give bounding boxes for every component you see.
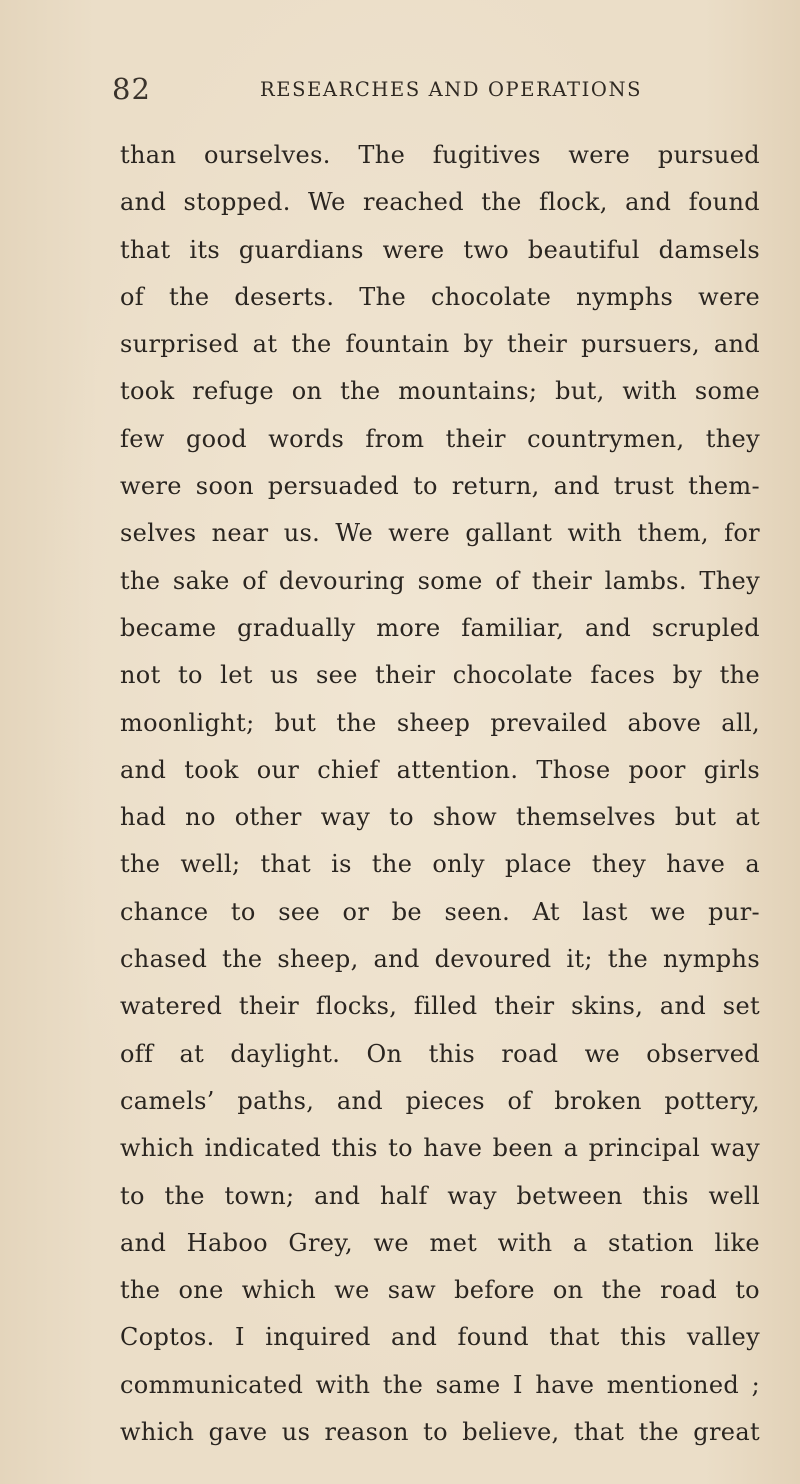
- text-line: which indicated this to have been a principal way: [120, 1134, 760, 1163]
- text-line: the sake of devouring some of their lambs. They: [120, 566, 760, 595]
- text-line: surprised at the fountain by their pursuers, and: [120, 330, 760, 359]
- text-line: few good words from their countrymen, they: [120, 424, 760, 453]
- text-line: selves near us. We were gallant with them, for: [120, 519, 760, 548]
- text-line: not to let us see their chocolate faces by the: [120, 661, 760, 690]
- text-line: became gradually more familiar, and scrupled: [120, 613, 760, 642]
- text-line: than ourselves. The fugitives were pursued: [120, 141, 760, 169]
- text-line: and Haboo Grey, we met with a station like: [120, 1228, 760, 1257]
- text-line: the one which we saw before on the road to: [120, 1276, 760, 1305]
- body-text: [120, 132, 760, 1456]
- text-line: the well; that is the only place they have a: [120, 850, 760, 879]
- text-line: chased the sheep, and devoured it; the nymphs: [120, 945, 760, 974]
- text-line: moonlight; but the sheep prevailed above all,: [120, 708, 760, 737]
- running-head: [112, 72, 643, 112]
- text-line: had no other way to show themselves but at: [120, 803, 760, 832]
- text-line: that its guardians were two beautiful damsels: [120, 235, 760, 264]
- text-line: which gave us reason to believe, that the great: [120, 1418, 760, 1447]
- text-line: communicated with the same I have mentioned ;: [120, 1370, 760, 1399]
- text-line: off at daylight. On this road we observed: [120, 1039, 760, 1068]
- text-line: were soon persuaded to return, and trust them-: [120, 472, 760, 501]
- page-number: 82: [112, 72, 151, 106]
- text-line: chance to see or be seen. At last we pur-: [120, 897, 760, 926]
- text-line: took refuge on the mountains; but, with some: [120, 377, 760, 406]
- running-title: RESEARCHES AND OPERATIONS: [260, 78, 643, 101]
- text-line: of the deserts. The chocolate nymphs were: [120, 282, 760, 311]
- text-line: camels’ paths, and pieces of broken pottery,: [120, 1086, 760, 1115]
- text-line: to the town; and half way between this well: [120, 1181, 760, 1210]
- text-line: and stopped. We reached the flock, and found: [120, 188, 760, 217]
- text-line: watered their flocks, filled their skins, and set: [120, 992, 760, 1021]
- text-line: and took our chief attention. Those poor girls: [120, 755, 760, 784]
- text-line: Coptos. I inquired and found that this valley: [120, 1323, 760, 1352]
